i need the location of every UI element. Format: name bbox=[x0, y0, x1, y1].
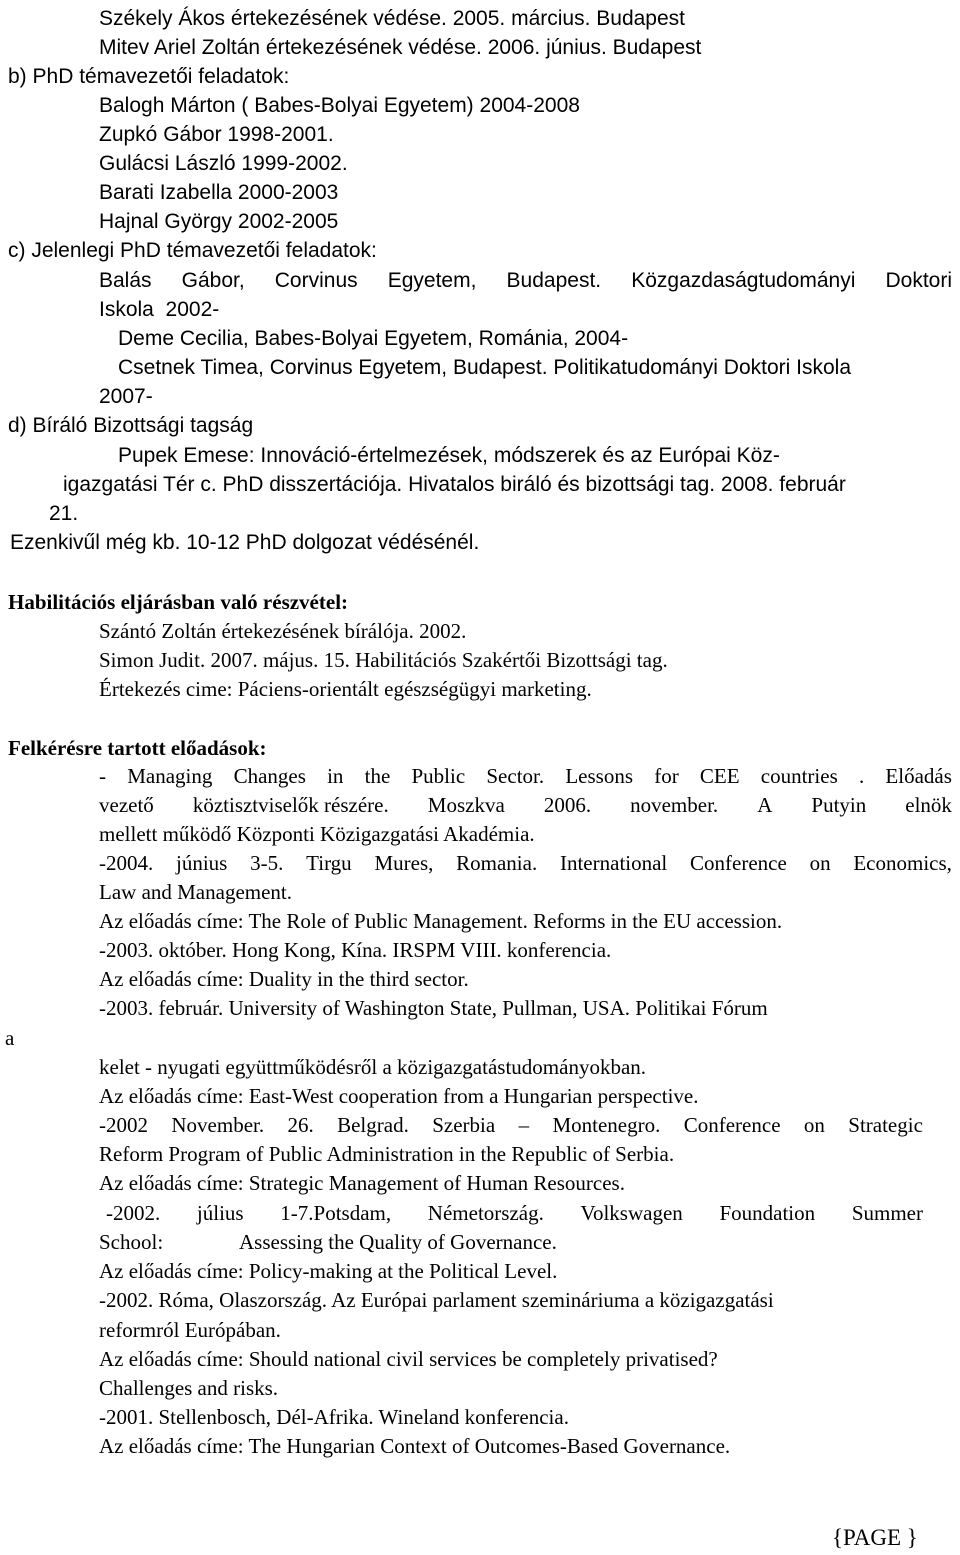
talk-line: Law and Management. bbox=[99, 880, 293, 904]
current-supervision-item: Csetnek Timea, Corvinus Egyetem, Budapest. Politikatudományi Doktori Iskola bbox=[118, 356, 852, 379]
word: köztisztviselők részére. bbox=[192, 793, 389, 817]
talk-title: Az előadás címe: The Role of Public Management. Reforms in the EU accession. bbox=[99, 909, 783, 933]
word: on bbox=[809, 851, 831, 875]
word: Egyetem, bbox=[387, 269, 477, 292]
word: Belgrad. bbox=[337, 1113, 409, 1137]
page-number-field: {PAGE } bbox=[832, 1525, 918, 1550]
talk-line: -2003. október. Hong Kong, Kína. IRSPM VIII. konferencia. bbox=[99, 938, 612, 962]
word: in bbox=[327, 764, 344, 788]
word: Romania. bbox=[456, 851, 538, 875]
word: Strategic bbox=[848, 1113, 923, 1137]
committee-entry: igazgatási Tér c. PhD disszertációja. Hivatalos biráló és bizottsági tag. 2008. február bbox=[63, 473, 846, 496]
word: for bbox=[654, 764, 679, 788]
talk-line: -2002. Róma, Olaszország. Az Európai parlament szemináriuma a közigazgatási bbox=[99, 1288, 774, 1312]
talk-line: mellett működő Központi Közigazgatási Akadémia. bbox=[99, 822, 535, 846]
supervision-item: Gulácsi László 1999-2002. bbox=[99, 152, 348, 175]
word: the bbox=[364, 764, 391, 788]
word: Balás bbox=[99, 269, 152, 292]
word: június bbox=[176, 851, 228, 875]
talk-title: Az előadás címe: Policy-making at the Political Level. bbox=[99, 1259, 558, 1283]
invited-talks-heading: Felkérésre tartott előadások: bbox=[8, 736, 267, 760]
talk-line bbox=[99, 1115, 923, 1136]
word: -2004. bbox=[99, 851, 154, 875]
word: Moszkva bbox=[427, 793, 505, 817]
talk-line: -2003. február. University of Washington State, Pullman, USA. Politikai Fórum bbox=[99, 996, 768, 1020]
word: 1-7.Potsdam, bbox=[280, 1201, 392, 1225]
talk-line: kelet - nyugati együttműködésről a közigazgatástudományokban. bbox=[99, 1055, 647, 1079]
talk-title: Az előadás címe: East-West cooperation from a Hungarian perspective. bbox=[99, 1084, 699, 1108]
section-d-heading: d) Bíráló Bizottsági tagság bbox=[8, 414, 254, 437]
supervision-item: Barati Izabella 2000-2003 bbox=[99, 181, 339, 204]
supervision-item: Balogh Márton ( Babes-Bolyai Egyetem) 2004-2008 bbox=[99, 94, 580, 117]
word: Sector. bbox=[486, 764, 545, 788]
word: elnök bbox=[905, 793, 952, 817]
current-supervision-line: Iskola 2002- bbox=[99, 298, 220, 321]
committee-entry: 21. bbox=[49, 502, 79, 525]
talk-line bbox=[99, 795, 952, 816]
word: Gábor, bbox=[181, 269, 245, 292]
talk-title: Az előadás címe: Strategic Management of Human Resources. bbox=[99, 1171, 625, 1195]
word: Conference bbox=[683, 1113, 781, 1137]
word: 3-5. bbox=[250, 851, 284, 875]
habilitation-heading: Habilitációs eljárásban való részvétel: bbox=[8, 590, 349, 614]
word: Doktori bbox=[885, 269, 952, 292]
word: on bbox=[803, 1113, 825, 1137]
word: Putyin bbox=[811, 793, 867, 817]
supervision-item: Hajnal György 2002-2005 bbox=[99, 210, 339, 233]
word: Tirgu bbox=[306, 851, 352, 875]
talk-title: Az előadás címe: The Hungarian Context of Outcomes-Based Governance. bbox=[99, 1434, 731, 1458]
current-supervision-line bbox=[99, 270, 952, 291]
talk-line: School: bbox=[99, 1230, 164, 1254]
defense-entry-mitev: Mitev Ariel Zoltán értekezésének védése. 2006. június. Budapest bbox=[99, 36, 702, 59]
word: Corvinus bbox=[274, 269, 358, 292]
word: Szerbia bbox=[432, 1113, 496, 1137]
word: Budapest. bbox=[506, 269, 602, 292]
talk-line bbox=[106, 1203, 923, 1224]
word: A bbox=[757, 793, 773, 817]
talk-title: Az előadás címe: Duality in the third sector. bbox=[99, 967, 469, 991]
section-c-heading: c) Jelenlegi PhD témavezetői feladatok: bbox=[8, 239, 377, 262]
word: November. bbox=[171, 1113, 265, 1137]
habilitation-item: Simon Judit. 2007. május. 15. Habilitációs Szakértői Bizottsági tag. bbox=[99, 648, 668, 672]
orphan-letter: a bbox=[5, 1026, 15, 1050]
word: -2002 bbox=[99, 1113, 148, 1137]
talk-title: Az előadás címe: Should national civil services be completely privatised? bbox=[99, 1347, 718, 1371]
talk-line: Challenges and risks. bbox=[99, 1376, 279, 1400]
word: Volkswagen bbox=[580, 1201, 683, 1225]
word: countries bbox=[760, 764, 838, 788]
word: vezető bbox=[99, 793, 154, 817]
word: International bbox=[559, 851, 668, 875]
habilitation-item: Szántó Zoltán értekezésének bírálója. 2002. bbox=[99, 619, 467, 643]
word: Managing bbox=[127, 764, 213, 788]
word: Montenegro. bbox=[552, 1113, 661, 1137]
committee-entry: Pupek Emese: Innováció-értelmezések, módszerek és az Európai Köz- bbox=[118, 444, 780, 467]
supervision-item: Zupkó Gábor 1998-2001. bbox=[99, 123, 334, 146]
word: -2002. bbox=[106, 1201, 161, 1225]
talk-line bbox=[99, 853, 952, 874]
word: Közgazdaságtudományi bbox=[631, 269, 856, 292]
word: Conference bbox=[690, 851, 787, 875]
word: Changes bbox=[233, 764, 306, 788]
section-b-heading: b) PhD témavezetői feladatok: bbox=[8, 65, 290, 88]
word: Mures, bbox=[374, 851, 434, 875]
defense-entry-szekely: Székely Ákos értekezésének védése. 2005. március. Budapest bbox=[99, 7, 685, 30]
committee-note: Ezenkivűl még kb. 10-12 PhD dolgozat védésénél. bbox=[10, 531, 480, 554]
word: Lessons bbox=[565, 764, 633, 788]
word: július bbox=[196, 1201, 244, 1225]
word: Economics, bbox=[853, 851, 952, 875]
current-supervision-line: 2007- bbox=[99, 385, 153, 408]
word: Németország. bbox=[427, 1201, 544, 1225]
talk-line: Reform Program of Public Administration in the Republic of Serbia. bbox=[99, 1142, 675, 1166]
talk-line: reformról Európában. bbox=[99, 1318, 281, 1342]
word: Summer bbox=[851, 1201, 923, 1225]
talk-line: -2001. Stellenbosch, Dél-Afrika. Wineland konferencia. bbox=[99, 1405, 569, 1429]
word: Public bbox=[411, 764, 466, 788]
talk-line bbox=[99, 766, 952, 787]
talk-line: Assessing the Quality of Governance. bbox=[239, 1230, 557, 1254]
word: - bbox=[99, 764, 106, 788]
word: CEE bbox=[699, 764, 740, 788]
word: – bbox=[518, 1113, 530, 1137]
word: 26. bbox=[287, 1113, 314, 1137]
habilitation-item: Értekezés cime: Páciens-orientált egészségügyi marketing. bbox=[99, 677, 592, 701]
word: Előadás bbox=[885, 764, 952, 788]
current-supervision-item: Deme Cecilia, Babes-Bolyai Egyetem, Románia, 2004- bbox=[118, 327, 629, 350]
word: 2006. bbox=[543, 793, 592, 817]
word: . bbox=[858, 764, 865, 788]
word: november. bbox=[630, 793, 719, 817]
word: Foundation bbox=[719, 1201, 816, 1225]
